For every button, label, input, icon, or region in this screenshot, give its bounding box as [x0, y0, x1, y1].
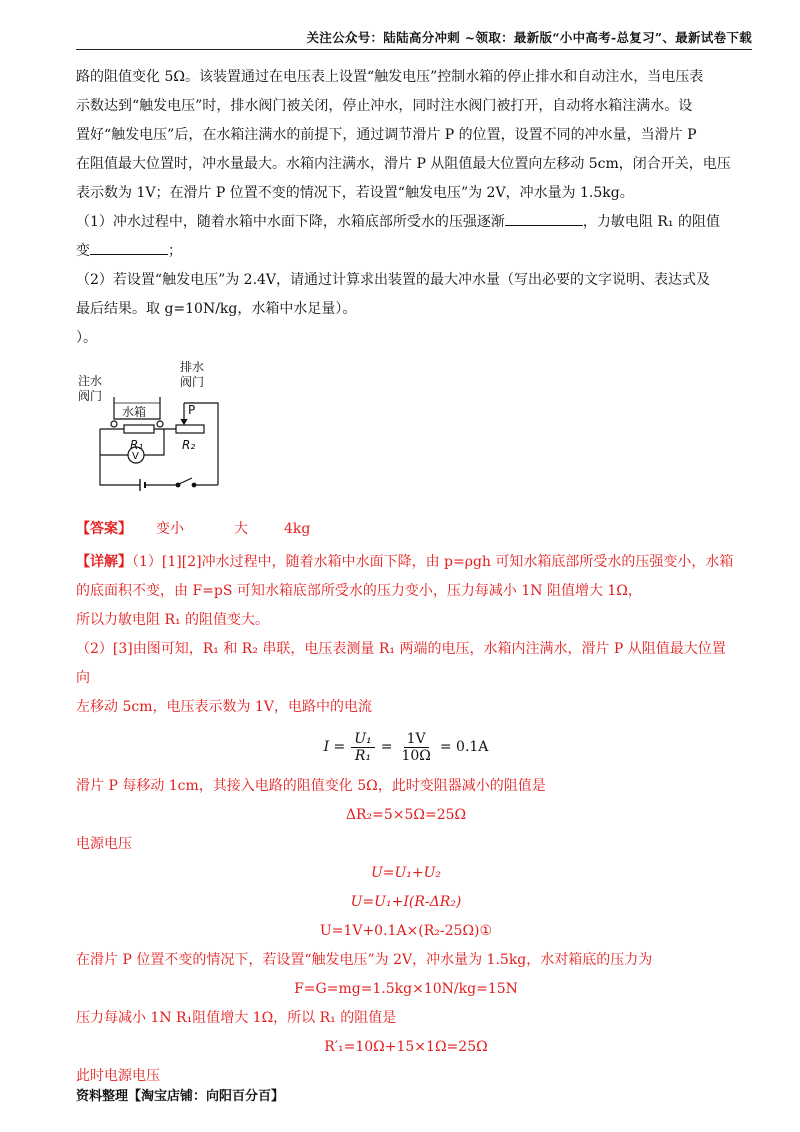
equation: F=G=mg=1.5kg×10N/kg=15N	[294, 981, 518, 997]
equation: U=U₁+I(R-ΔR₂)	[350, 894, 462, 910]
sub-question-1-text: ；	[168, 243, 182, 259]
denominator: 10Ω	[401, 747, 431, 764]
detail-line: 此时电源电压	[76, 1068, 160, 1084]
equation: U=1V+0.1A×(R₂-25Ω)①	[319, 923, 493, 939]
sub-question-1-text: 变	[76, 243, 90, 259]
document-body	[76, 63, 736, 1091]
r1-resistor	[124, 425, 154, 433]
sub-question-1-cont	[76, 237, 736, 266]
header-divider	[76, 49, 752, 50]
question-line: 路的阻值变化 5Ω。该装置通过在电压表上设置“触发电压”控制水箱的停止排水和自动注水，当电压表	[76, 69, 704, 85]
sub-question-1-text: （1）冲水过程中，随着水箱中水面下降，水箱底部所受水的压强逐渐	[76, 214, 505, 230]
drain-valve-label: 阀门	[180, 375, 205, 389]
answer-value: 大	[234, 521, 248, 537]
sub-question-2: ）。	[76, 330, 97, 346]
tank-label: 水箱	[122, 405, 147, 419]
equation-part: =	[380, 739, 393, 755]
answer-blank	[505, 211, 583, 226]
detail-line	[76, 548, 736, 577]
fraction	[351, 731, 374, 764]
equation: R′₁=10Ω+15×1Ω=25Ω	[324, 1039, 488, 1055]
circuit-diagram	[76, 357, 246, 505]
equation: U=U₁+U₂	[370, 865, 442, 881]
answer-line	[76, 515, 736, 544]
drain-valve-label: 排水	[180, 360, 205, 374]
inlet-valve-icon	[111, 421, 117, 427]
question-line: 置好“触发电压”后，在水箱注满水的前提下，通过调节滑片 P 的位置，设置不同的冲水量，当滑片 P	[76, 127, 697, 143]
detail-line: 滑片 P 每移动 1cm，其接入电路的阻值变化 5Ω，此时变阻器减小的阻值是	[76, 778, 546, 794]
equation-part: = 0.1A	[439, 739, 489, 755]
question-line: 表示数为 1V；在滑片 P 位置不变的情况下，若设置“触发电压”为 2V，冲水量为 1.5kg。	[76, 185, 634, 201]
answer-tag: 【答案】	[76, 521, 132, 537]
numerator: 1V	[404, 731, 429, 748]
detail-tag: 【详解】	[76, 554, 132, 570]
detail-line: （2）[3]由图可知，R₁ 和 R₂ 串联，电压表测量 R₁ 两端的电压，水箱内注满水，滑片 P 从阻值最大位置向	[76, 641, 726, 686]
answer-value: 变小	[156, 521, 184, 537]
r2-label: R₂	[182, 438, 196, 452]
detail-line: 所以力敏电阻 R₁ 的阻值变大。	[76, 612, 270, 628]
question-line: 在阻值最大位置时，冲水量最大。水箱内注满水，滑片 P 从阻值最大位置向左移动 5cm，闭合开关，电压	[76, 156, 731, 172]
detail-line: 压力每减小 1N R₁阻值增大 1Ω，所以 R₁ 的阻值是	[76, 1010, 397, 1026]
slider-label: P	[188, 403, 196, 417]
detail-line: 在滑片 P 位置不变的情况下，若设置“触发电压”为 2V，冲水量为 1.5kg，水对箱底的压力为	[76, 952, 653, 968]
sub-question-1-text: ，力敏电阻 R₁ 的阻值	[582, 214, 720, 230]
detail-line: 左移动 5cm，电压表示数为 1V，电路中的电流	[76, 699, 372, 715]
equation: ΔR₂=5×5Ω=25Ω	[345, 807, 467, 823]
current-equation	[76, 722, 736, 772]
page-footer: 资料整理【淘宝店铺：向阳百分百】	[76, 1089, 285, 1104]
circuit-figure	[76, 357, 736, 507]
sub-question-2: （2）若设置“触发电压”为 2.4V，请通过计算求出装置的最大冲水量（写出必要的文字说明、表达式及	[76, 272, 711, 288]
r2-resistor	[176, 425, 204, 433]
question-line: 示数达到“触发电压”时，排水阀门被关闭，停止冲水，同时注水阀门被打开，自动将水箱注满水。设	[76, 98, 693, 114]
sub-question-2: 最后结果。取 g=10N/kg，水箱中水足量）。	[76, 301, 357, 317]
voltmeter-label: V	[132, 451, 139, 462]
inlet-valve-label: 注水	[78, 374, 103, 388]
answer-value: 4kg	[284, 521, 311, 537]
sub-question-1	[76, 208, 736, 237]
detail-text: （1）[1][2]冲水过程中，随着水箱中水面下降，由 p=ρgh 可知水箱底部所受水的压强变小，水箱	[132, 554, 734, 570]
fraction	[398, 731, 433, 764]
numerator: U₁	[351, 731, 374, 748]
r1-label: R₁	[130, 438, 144, 452]
detail-line: 的底面积不变，由 F=pS 可知水箱底部所受水的压力变小，压力每减小 1N 阻值增大 1Ω，	[76, 583, 642, 599]
drain-valve-icon	[157, 421, 163, 427]
page-header: 关注公众号：陆陆高分冲刺 ~领取：最新版“小中高考-总复习”、最新试卷下载	[306, 30, 752, 45]
detail-line: 电源电压	[76, 836, 132, 852]
denominator: R₁	[354, 747, 372, 764]
equation-part: I =	[323, 739, 346, 755]
inlet-valve-label: 阀门	[78, 389, 103, 403]
answer-blank	[90, 240, 168, 255]
